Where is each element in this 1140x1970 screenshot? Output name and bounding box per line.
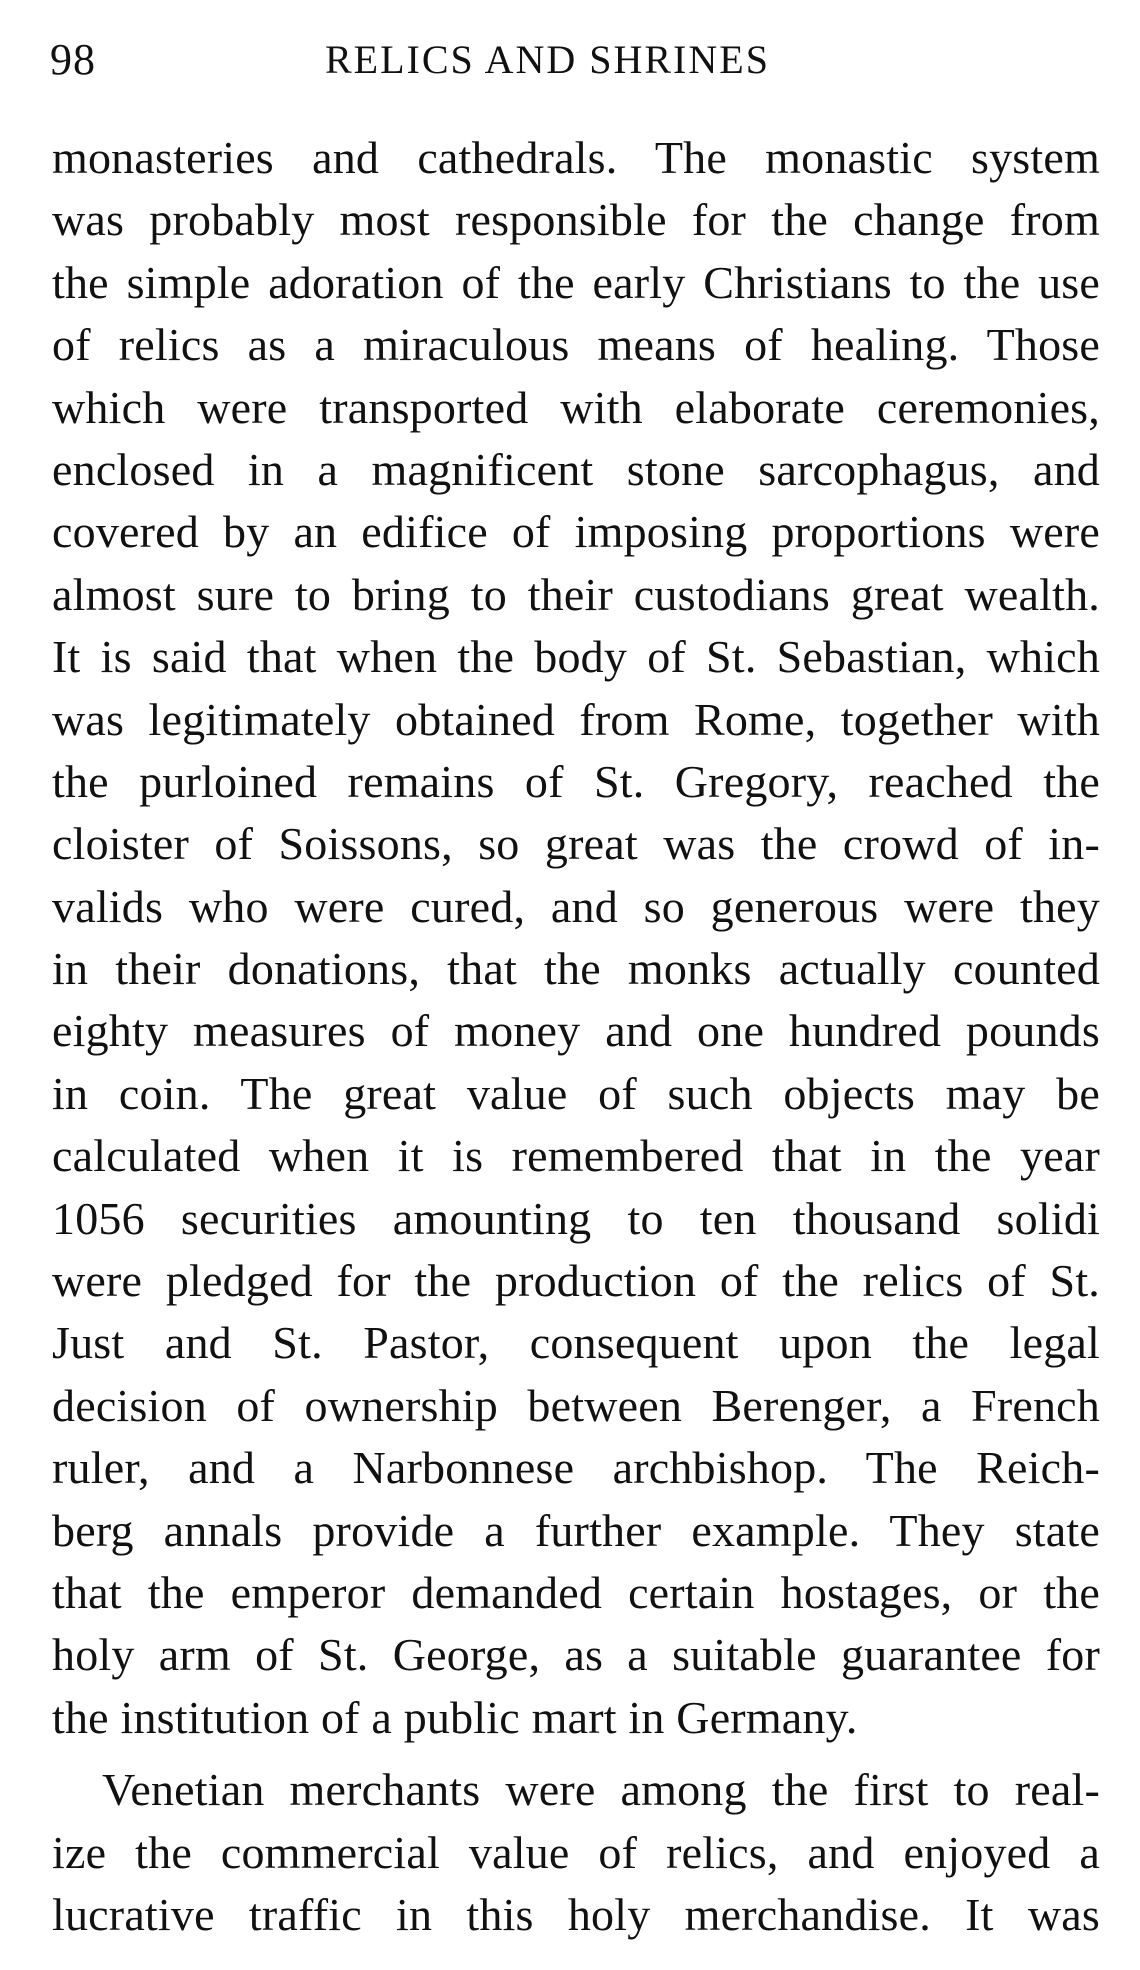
running-head bbox=[50, 30, 1100, 100]
text-line: 1056 securities amounting to ten thousand solidi bbox=[52, 1192, 1100, 1244]
text-line: decision of ownership between Berenger, a French bbox=[52, 1379, 1100, 1431]
text-line: in their donations, that the monks actually counted bbox=[52, 943, 1100, 995]
text-line: was legitimately obtained from Rome, together with bbox=[52, 693, 1100, 745]
text-line: eighty measures of money and one hundred pounds bbox=[52, 1005, 1100, 1057]
text-line: cloister of Soissons, so great was the crowd of in- bbox=[52, 818, 1100, 870]
text-line: almost sure to bring to their custodians great wealth. bbox=[52, 568, 1100, 620]
text-line: Venetian merchants were among the first to real- bbox=[102, 1764, 1100, 1816]
text-line: lucrative traffic in this holy merchandise. It was bbox=[52, 1888, 1100, 1940]
body-text bbox=[52, 127, 1100, 1946]
text-line: ruler, and a Narbonnese archbishop. The Reich- bbox=[52, 1442, 1100, 1494]
text-line: berg annals provide a further example. They state bbox=[52, 1504, 1100, 1556]
paragraph-2 bbox=[52, 1759, 1100, 1946]
text-line: monasteries and cathedrals. The monastic system bbox=[52, 132, 1100, 183]
text-line: of relics as a miraculous means of healing. Those bbox=[52, 319, 1100, 371]
text-line: Just and St. Pastor, consequent upon the legal bbox=[52, 1317, 1100, 1369]
text-line: enclosed in a magnificent stone sarcophagus, and bbox=[52, 443, 1100, 495]
text-line: the simple adoration of the early Christians to the use bbox=[52, 256, 1100, 308]
text-line: the institution of a public mart in Germany. bbox=[52, 1691, 858, 1743]
text-line: in coin. The great value of such objects may be bbox=[52, 1067, 1100, 1119]
text-line: holy arm of St. George, as a suitable guarantee for bbox=[52, 1629, 1100, 1681]
text-line: that the emperor demanded certain hostages, or the bbox=[52, 1566, 1100, 1618]
text-line: was probably most responsible for the change from bbox=[52, 194, 1100, 246]
running-title: RELICS AND SHRINES bbox=[325, 37, 770, 82]
text-line: which were transported with elaborate ceremonies, bbox=[52, 381, 1100, 433]
text-line: valids who were cured, and so generous were they bbox=[52, 880, 1100, 932]
text-line: were pledged for the production of the relics of St. bbox=[52, 1255, 1100, 1307]
page-number: 98 bbox=[50, 35, 96, 84]
text-line: the purloined remains of St. Gregory, reached the bbox=[52, 755, 1100, 807]
text-line: It is said that when the body of St. Sebastian, which bbox=[52, 631, 1100, 683]
paragraph-1 bbox=[52, 127, 1100, 1749]
text-line: covered by an edifice of imposing proportions were bbox=[52, 506, 1100, 558]
text-line: ize the commercial value of relics, and enjoyed a bbox=[52, 1826, 1100, 1878]
text-line: calculated when it is remembered that in the year bbox=[52, 1130, 1100, 1182]
